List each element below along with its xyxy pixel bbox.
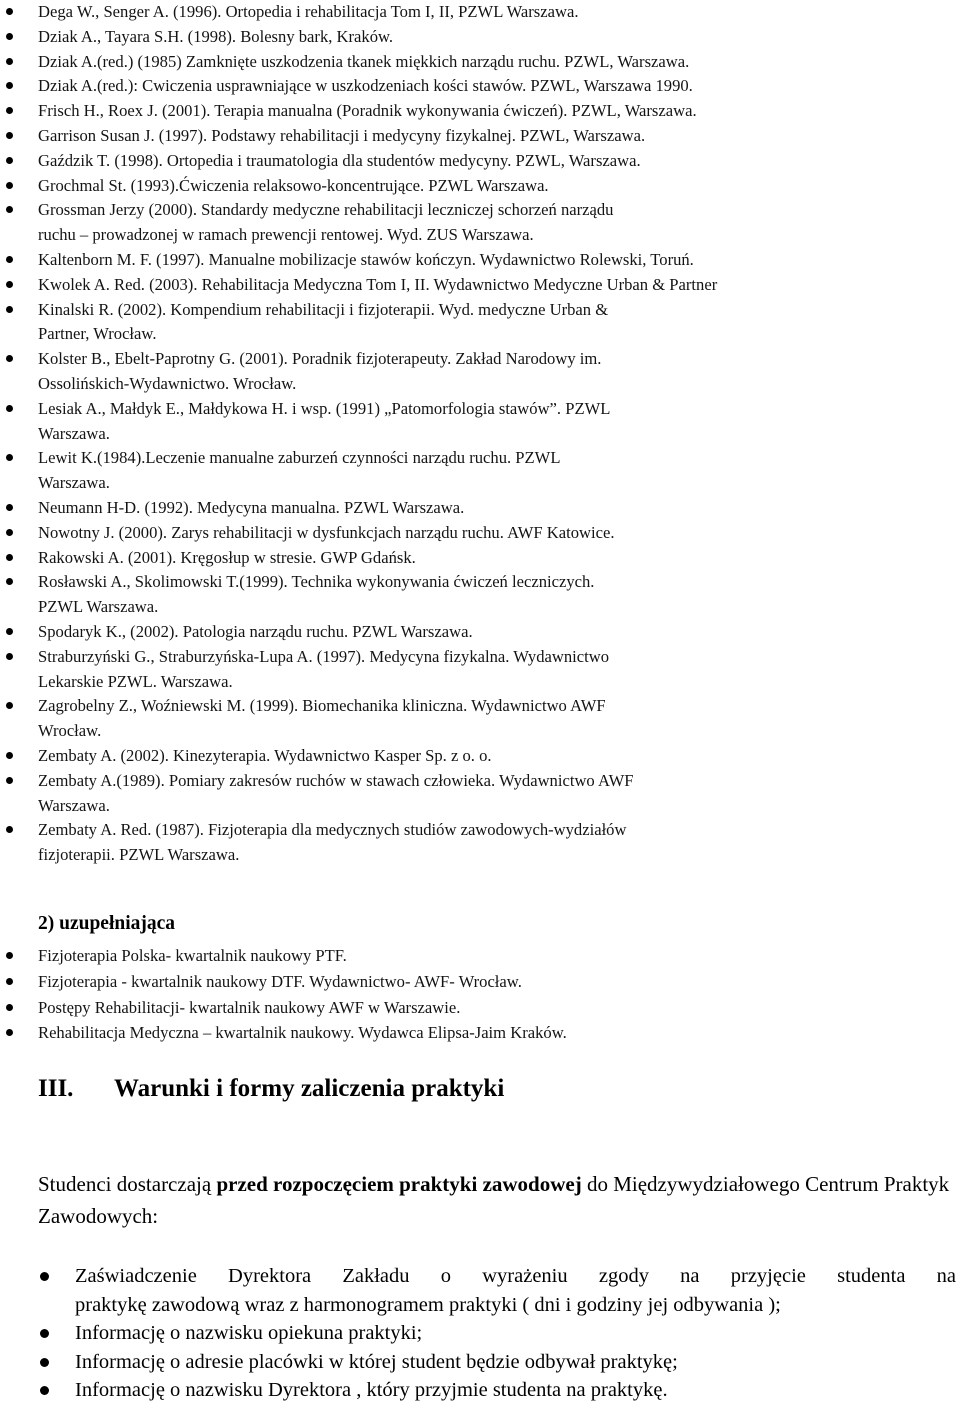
reference-text: Grochmal St. (1993).Ćwiczenia relaksowo-koncentrujące. PZWL Warszawa. xyxy=(38,175,549,195)
bullet-icon xyxy=(6,978,13,985)
intro-paragraph: Studenci dostarczają przed rozpoczęciem praktyki zawodowej do Międzywydziałowego Centrum Praktyk Zawodowych: xyxy=(38,1172,950,1228)
list-item: Rehabilitacja Medyczna – kwartalnik naukowy. Wydawca Elipsa-Jaim Kraków. xyxy=(0,1020,960,1046)
supplementary-heading: 2) uzupełniająca xyxy=(38,913,176,934)
reference-text: Frisch H., Roex J. (2001). Terapia manualna (Poradnik wykonywania ćwiczeń). PZWL, Warszawa. xyxy=(38,101,697,121)
bullet-icon xyxy=(6,653,13,660)
reference-text: Partner, Wrocław. xyxy=(38,324,157,344)
reference-item xyxy=(0,769,960,819)
bullet-icon xyxy=(6,752,13,759)
bullet-icon xyxy=(6,157,13,164)
reference-item xyxy=(0,99,960,124)
reference-item xyxy=(0,298,960,348)
reference-text: Gaździk T. (1998). Ortopedia i traumatologia dla studentów medycyny. PZWL, Warszawa. xyxy=(38,150,641,170)
bullet-icon xyxy=(40,1272,49,1281)
reference-item xyxy=(0,694,960,744)
reference-item xyxy=(0,397,960,447)
reference-text: Lewit K.(1984).Leczenie manualne zaburzeń czynności narządu ruchu. PZWL xyxy=(38,448,561,468)
reference-text: Neumann H-D. (1992). Medycyna manualna. PZWL Warszawa. xyxy=(38,497,465,517)
reference-item xyxy=(0,174,960,199)
reference-item xyxy=(0,496,960,521)
bullet-icon xyxy=(6,82,13,89)
reference-text: Straburzyński G., Straburzyńska-Lupa A. (1997). Medycyna fizykalna. Wydawnictwo xyxy=(38,646,610,666)
chapter-heading xyxy=(38,1075,504,1103)
reference-text: Grossman Jerzy (2000). Standardy medyczne rehabilitacji leczniczej schorzeń narządu xyxy=(38,200,614,220)
reference-text: Rosławski A., Skolimowski T.(1999). Technika wykonywania ćwiczeń leczniczych. xyxy=(38,572,595,592)
reference-text: Kinalski R. (2002). Kompendium rehabilitacji i fizjoterapii. Wyd. medyczne Urban & xyxy=(38,299,609,319)
reference-text: Ossolińskich-Wydawnictwo. Wrocław. xyxy=(38,373,297,393)
bullet-icon xyxy=(6,355,13,362)
reference-text: Zembaty A. Red. (1987). Fizjoterapia dla medycznych studiów zawodowych-wydziałów xyxy=(38,820,627,840)
reference-text: Garrison Susan J. (1997). Podstawy rehabilitacji i medycyny fizykalnej. PZWL, Warszawa. xyxy=(38,125,646,145)
reference-item xyxy=(0,570,960,620)
reference-text: Rakowski A. (2001). Kręgosłup w stresie. GWP Gdańsk. xyxy=(38,547,416,567)
supplementary-list xyxy=(0,943,960,1046)
chapter-number: III. xyxy=(38,1075,74,1102)
reference-item xyxy=(0,25,960,50)
reference-text: Kwolek A. Red. (2003). Rehabilitacja Medyczna Tom I, II. Wydawnictwo Medyczne Urban & Partner xyxy=(38,274,718,294)
reference-item xyxy=(0,273,960,298)
reference-item xyxy=(0,198,960,248)
reference-text: ruchu – prowadzonej w ramach prewencji rentowej. Wyd. ZUS Warszawa. xyxy=(38,225,534,245)
bullet-icon xyxy=(6,529,13,536)
reference-text: Dziak A.(red.) (1985) Zamknięte uszkodzenia tkanek miękkich narządu ruchu. PZWL, Warszawa. xyxy=(38,51,690,71)
bullet-icon xyxy=(6,206,13,213)
reference-item xyxy=(0,149,960,174)
reference-text: Zembaty A.(1989). Pomiary zakresów ruchów w stawach człowieka. Wydawnictwo AWF xyxy=(38,770,634,790)
bullet-icon xyxy=(6,1029,13,1036)
reference-text: Lesiak A., Małdyk E., Małdykowa H. i wsp. (1991) „Patomorfologia stawów”. PZWL xyxy=(38,398,611,418)
reference-text: Kaltenborn M. F. (1997). Manualne mobilizacje stawów kończyn. Wydawnictwo Rolewski, Toruń. xyxy=(38,249,694,269)
bullet-icon xyxy=(6,33,13,40)
chapter-title: Warunki i formy zaliczenia praktyki xyxy=(114,1075,505,1102)
reference-item xyxy=(0,546,960,571)
reference-text: Warszawa. xyxy=(38,423,110,443)
reference-text: Warszawa. xyxy=(38,795,110,815)
reference-text: Zembaty A. (2002). Kinezyterapia. Wydawnictwo Kasper Sp. z o. o. xyxy=(38,745,492,765)
reference-item xyxy=(0,744,960,769)
requirements-list xyxy=(0,1262,960,1405)
reference-item xyxy=(0,347,960,397)
reference-text: Dziak A., Tayara S.H. (1998). Bolesny bark, Kraków. xyxy=(38,26,394,46)
reference-item xyxy=(0,124,960,149)
bullet-icon xyxy=(6,554,13,561)
reference-item xyxy=(0,0,960,25)
reference-item xyxy=(0,74,960,99)
bullet-icon xyxy=(6,628,13,635)
reference-text: Wrocław. xyxy=(38,721,102,741)
reference-text: Spodaryk K., (2002). Patologia narządu ruchu. PZWL Warszawa. xyxy=(38,621,473,641)
list-item: Fizjoterapia - kwartalnik naukowy DTF. Wydawnictwo- AWF- Wrocław. xyxy=(0,969,960,995)
reference-item xyxy=(0,645,960,695)
reference-text: Kolster B., Ebelt-Paprotny G. (2001). Poradnik fizjoterapeuty. Zakład Narodowy im. xyxy=(38,349,602,369)
reference-text: Lekarskie PZWL. Warszawa. xyxy=(38,671,233,691)
intro-emphasis: przed rozpoczęciem praktyki zawodowej xyxy=(216,1172,582,1196)
bullet-icon xyxy=(6,454,13,461)
reference-item xyxy=(0,248,960,273)
bullet-icon xyxy=(6,504,13,511)
bullet-icon xyxy=(6,1004,13,1011)
bullet-icon xyxy=(6,306,13,313)
reference-text: Dega W., Senger A. (1996). Ortopedia i rehabilitacja Tom I, II, PZWL Warszawa. xyxy=(38,2,579,21)
bullet-icon xyxy=(6,777,13,784)
bullet-icon xyxy=(6,182,13,189)
reference-text: fizjoterapii. PZWL Warszawa. xyxy=(38,845,240,865)
reference-text: Warszawa. xyxy=(38,473,110,493)
bullet-icon xyxy=(6,8,13,15)
reference-item xyxy=(0,521,960,546)
bullet-icon xyxy=(6,952,13,959)
list-item: Postępy Rehabilitacji- kwartalnik naukowy AWF w Warszawie. xyxy=(0,995,960,1021)
list-item: Informację o nazwisku Dyrektora , który przyjmie studenta na praktykę. xyxy=(0,1376,960,1405)
bullet-icon xyxy=(40,1386,49,1395)
bullet-icon xyxy=(6,405,13,412)
list-item: Informację o nazwisku opiekuna praktyki; xyxy=(0,1319,960,1348)
reference-text: Zagrobelny Z., Woźniewski M. (1999). Biomechanika kliniczna. Wydawnictwo AWF xyxy=(38,696,606,716)
reference-item xyxy=(0,50,960,75)
bullet-icon xyxy=(40,1358,49,1367)
list-item: Informację o adresie placówki w której student będzie odbywał praktykę; xyxy=(0,1348,960,1377)
bullet-icon xyxy=(6,702,13,709)
reference-text: PZWL Warszawa. xyxy=(38,597,159,617)
bullet-icon xyxy=(6,281,13,288)
list-item: Zaświadczenie Dyrektora Zakładu o wyrażeniu zgody na przyjęcie studenta na praktykę zawodową wraz z harmonogramem praktyki ( dni i godziny jej odbywania ); xyxy=(0,1262,960,1319)
bullet-icon xyxy=(6,578,13,585)
bullet-icon xyxy=(6,107,13,114)
reference-text: Dziak A.(red.): Cwiczenia usprawniające w uszkodzeniach kości stawów. PZWL, Warszawa 1990. xyxy=(38,76,693,96)
bullet-icon xyxy=(6,256,13,263)
bullet-icon xyxy=(40,1329,49,1338)
reference-text: Nowotny J. (2000). Zarys rehabilitacji w dysfunkcjach narządu ruchu. AWF Katowice. xyxy=(38,522,615,542)
reference-item xyxy=(0,446,960,496)
list-item: Fizjoterapia Polska- kwartalnik naukowy PTF. xyxy=(0,943,960,969)
bullet-icon xyxy=(6,58,13,65)
reference-item xyxy=(0,818,960,868)
bullet-icon xyxy=(6,132,13,139)
bullet-icon xyxy=(6,826,13,833)
reference-item xyxy=(0,620,960,645)
